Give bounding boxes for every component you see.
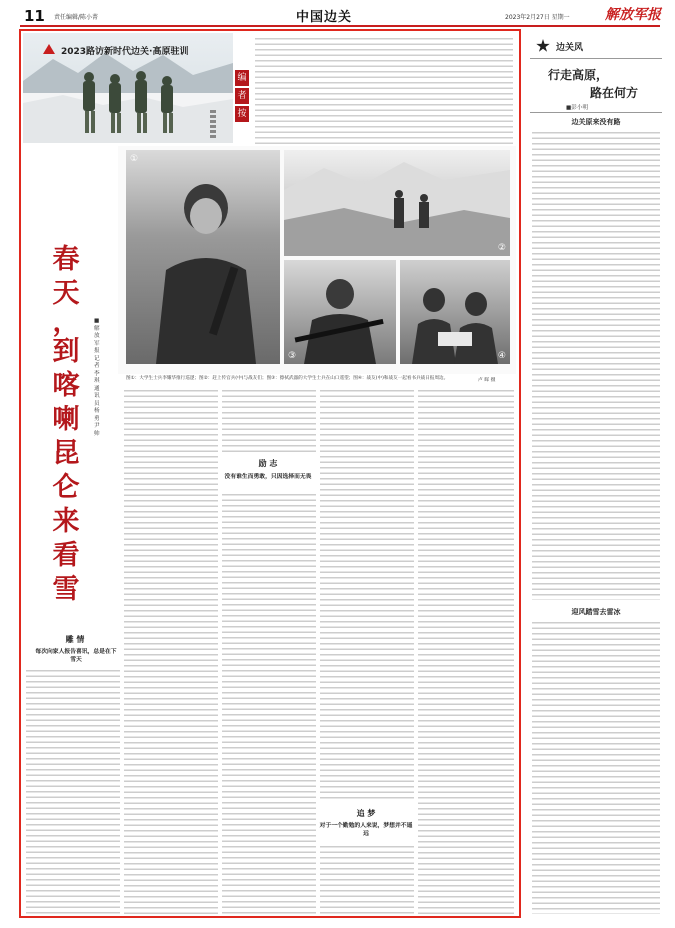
sidebar-text-1 [532, 130, 660, 600]
section-title: 中国边关 [296, 10, 353, 25]
page-number: 11 [24, 7, 45, 25]
sidebar-rule-top [530, 58, 662, 59]
title-char: 到 [52, 336, 80, 367]
sidebar-text-2 [532, 620, 660, 914]
photo-1 [126, 150, 280, 364]
photo-label-2: ② [497, 243, 506, 253]
banner-photo-credit [210, 110, 216, 140]
article-title [44, 243, 88, 607]
essay-title-1: 行走高原， [548, 68, 609, 82]
photo-label-4: ④ [497, 351, 506, 361]
title-char: 喇 [52, 404, 80, 435]
title-char: 雪 [52, 574, 80, 605]
subhead-3-title: 追 梦 [356, 808, 376, 818]
subhead-2-text: 没有谁生而勇敢，只因选择而无畏 [224, 474, 312, 480]
soldier-portrait-graphic [126, 150, 280, 364]
subhead-1-text: 每次向家人报告喜讯，总是在下雪天 [35, 649, 117, 663]
series-title: 2023路访新时代边关·高原驻训 [61, 47, 189, 57]
title-char: 看 [52, 540, 80, 571]
column-label: 边关风 [556, 43, 584, 53]
soldier-with-rifle-graphic [284, 260, 396, 364]
photo-4 [400, 260, 510, 364]
subhead-3-text: 对于一个勤勉的人来说，梦想并不遥远 [319, 823, 413, 837]
editor-note-char: 者 [235, 88, 249, 104]
soldier-figures-graphic [23, 33, 233, 143]
body-text-col4 [320, 388, 414, 802]
body-text-col2 [124, 388, 218, 914]
series-banner [23, 33, 233, 143]
issue-date: 2023年2月27日 星期一 [505, 14, 570, 21]
sidebar-section-2: 迎风踏雪去雷冰 [571, 607, 621, 616]
title-char: ， [52, 307, 80, 338]
sidebar-rule-mid [530, 112, 662, 113]
soldiers-reading-graphic [400, 260, 510, 364]
body-text-col3-top [222, 388, 316, 454]
photo-caption: 图①：大学生士兵李耀华推行巡逻；图②：赶上传官兵(中)与战友们；图③：擦拭武器的大学生士兵在山口遥望；图④：战友(中)和战友一起看书兵战日报周边。 [126, 376, 449, 381]
header-rule [20, 25, 660, 27]
masthead: 解放军报 [605, 7, 661, 23]
subhead-2-title: 励 志 [258, 458, 278, 468]
title-char: 天 [52, 278, 80, 309]
essay-author: ■彭小明 [566, 105, 589, 111]
editor-label: 责任编辑/陈小菁 [54, 14, 99, 21]
editor-note-char: 按 [235, 106, 249, 122]
body-text-col5 [418, 388, 514, 914]
title-char: 昆 [52, 438, 80, 469]
editor-note-char: 编 [235, 70, 249, 86]
patrol-scene-graphic [284, 150, 510, 256]
title-char: 春 [52, 244, 80, 275]
photo-credit: 卢 晖 摄 [478, 378, 496, 383]
photo-2 [284, 150, 510, 256]
editor-note-label [235, 70, 251, 128]
byline: ■ 解放军报记者 李 琪 通讯员 杨 勇 尹 帅 [94, 318, 100, 437]
title-char: 喀 [52, 370, 80, 401]
sidebar-section-1: 边关原来没有路 [571, 117, 621, 126]
essay-title-2: 路在何方 [590, 86, 639, 100]
sidebar-header [530, 36, 662, 56]
photo-collage [118, 146, 516, 374]
editor-note-text [255, 36, 513, 144]
page-header [0, 0, 675, 28]
column-star-icon [536, 39, 550, 53]
photo-3 [284, 260, 396, 364]
body-text-col3 [222, 492, 316, 914]
title-char: 仑 [52, 472, 80, 503]
photo-label-3: ③ [288, 351, 297, 361]
title-char: 来 [52, 506, 80, 537]
body-text-col4-bottom [320, 844, 414, 914]
photo-label-1: ① [130, 154, 139, 164]
body-text-col1 [26, 668, 120, 914]
subhead-1-title: 雕 情 [65, 634, 85, 644]
